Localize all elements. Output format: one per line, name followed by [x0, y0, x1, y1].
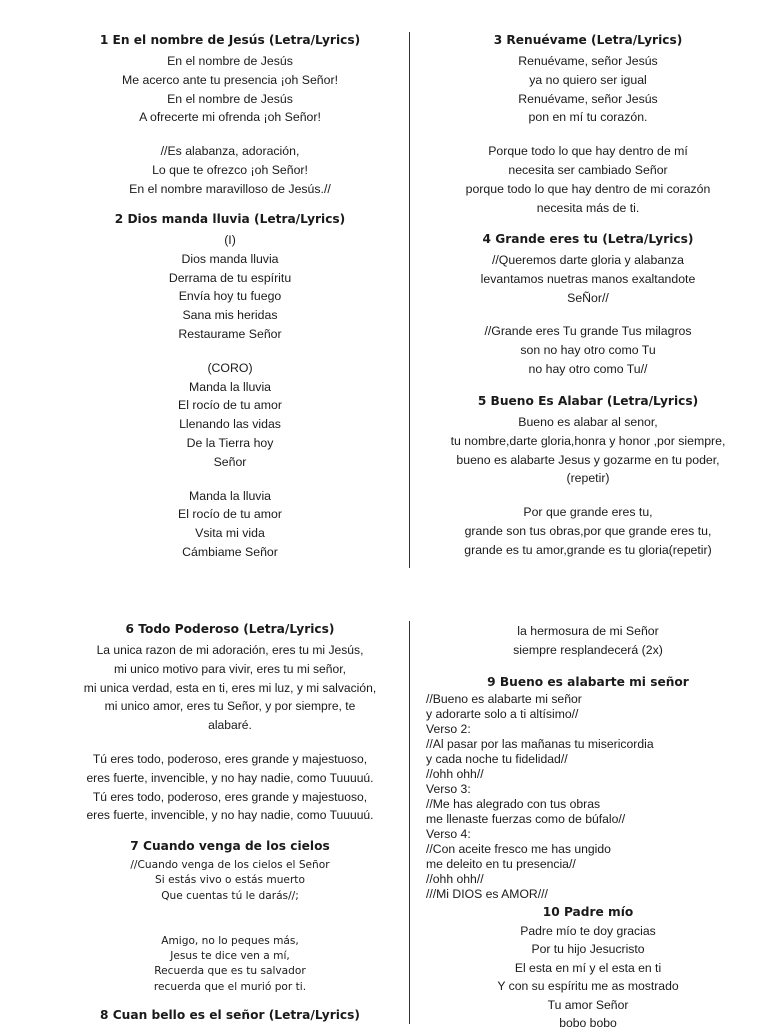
lyric-line: Verso 2:	[426, 722, 471, 736]
lyric-line: eres fuerte, invencible, y no hay nadie, como Tuuuuú.	[86, 770, 374, 785]
lyric-line: son no hay otro como Tu	[520, 343, 656, 358]
song-title: 4 Grande eres tu (Letra/Lyrics)	[482, 232, 694, 246]
lyric-line: Lo que te ofrezco ¡oh Señor!	[152, 162, 308, 177]
song-title: 6 Todo Poderoso (Letra/Lyrics)	[125, 622, 335, 636]
song-1	[40, 32, 420, 199]
lyric-line: porque todo lo que hay dentro de mi corazón	[465, 181, 711, 196]
lyric-line: //Me has alegrado con tus obras	[426, 797, 601, 811]
lyric-line: alabaré.	[208, 718, 252, 733]
lyric-line: necesita ser cambiado Señor	[508, 162, 668, 177]
lyric-line: Renuévame, señor Jesús	[518, 54, 658, 68]
song-9-lyrics-block	[426, 692, 766, 902]
lyric-line: Envía hoy tu fuego	[178, 289, 282, 304]
lyric-line: Jesus te dice ven a mí,	[170, 950, 290, 963]
stanza-gap	[400, 307, 768, 322]
lyric-line: //Con aceite fresco me has ungido	[426, 842, 611, 856]
song-lyrics	[400, 622, 768, 660]
song-title: 7 Cuando venga de los cielos	[130, 839, 330, 853]
lyric-line: Tú eres todo, poderoso, eres grande y majestuoso,	[92, 789, 368, 804]
lyric-line: Cámbiame Señor	[182, 544, 278, 559]
song-lyrics	[400, 413, 768, 560]
lyric-line: Amigo, no lo peques más,	[161, 934, 299, 947]
lyric-line: bobo bobo	[559, 1016, 617, 1031]
lyric-line: El rocío de tu amor	[178, 398, 282, 413]
lyric-line: De la Tierra hoy	[186, 435, 274, 450]
lyric-line: Por tu hijo Jesucristo	[531, 942, 645, 957]
lyric-line: Bueno es alabar al senor,	[518, 415, 658, 429]
lyric-line: Y con su espíritu me as mostrado	[497, 979, 679, 994]
lyric-line: Manda la lluvia	[188, 379, 272, 394]
song-lyrics	[40, 641, 420, 825]
lyric-line: //Queremos darte gloria y alabanza	[491, 253, 685, 267]
song-lyrics	[40, 52, 420, 199]
song-lyrics	[40, 231, 420, 562]
lyric-line: recuerda que el murió por ti.	[153, 980, 307, 993]
lyric-line: Padre mío te doy gracias	[520, 924, 656, 938]
lyric-line: la hermosura de mi Señor	[517, 624, 659, 638]
lyric-line: mi unico amor, eres tu Señor, y por siempre, te	[104, 699, 356, 714]
lyric-line: Por que grande eres tu,	[523, 505, 653, 520]
lyric-line: bueno es alabarte Jesus y gozarme en tu poder,	[456, 452, 720, 467]
song-6	[40, 621, 420, 825]
lyric-line: (repetir)	[566, 471, 610, 486]
stanza-gap	[40, 344, 420, 359]
lyric-line: ///Mi DIOS es AMOR///	[426, 887, 548, 901]
lyric-line: no hay otro como Tu//	[528, 361, 648, 376]
song-7	[40, 838, 420, 995]
lyric-line: (I)	[224, 233, 236, 247]
stanza-gap	[40, 472, 420, 487]
lyric-line: Renuévame, señor Jesús	[518, 91, 658, 106]
stanza-gap	[40, 919, 420, 934]
lyric-line: me deleito en tu presencia//	[426, 857, 576, 871]
song-title: 10 Padre mío	[542, 905, 634, 919]
lyric-line: El esta en mí y el esta en ti	[514, 960, 662, 975]
song-title: 8 Cuan bello es el señor (Letra/Lyrics)	[100, 1008, 360, 1022]
song-lyrics	[40, 858, 420, 995]
song-title: 5 Bueno Es Alabar (Letra/Lyrics)	[477, 394, 699, 408]
lyric-line: pon en mí tu corazón.	[528, 110, 648, 125]
lyric-line: (CORO)	[207, 360, 253, 375]
lyric-line: En el nombre de Jesús	[167, 54, 293, 68]
lyric-line: Vsita mi vida	[195, 526, 265, 541]
lyric-line: //Bueno es alabarte mi señor	[426, 692, 582, 706]
lyric-line: En el nombre de Jesús	[167, 91, 293, 106]
song-lyrics	[400, 251, 768, 379]
song-5	[400, 393, 768, 560]
lyric-line: //ohh ohh//	[426, 872, 484, 886]
lyric-line: Dios manda lluvia	[181, 251, 279, 266]
lyric-line: y cada noche tu fidelidad//	[426, 752, 568, 766]
song-title: 2 Dios manda lluvia (Letra/Lyrics)	[114, 212, 346, 226]
lyric-line: Verso 3:	[426, 782, 471, 796]
lyric-line: //Es alabanza, adoración,	[160, 144, 300, 159]
lyric-line: Sana mis heridas	[182, 308, 278, 323]
stanza-gap	[40, 735, 420, 750]
song-8	[40, 1007, 420, 1027]
lyric-line: eres fuerte, invencible, y no hay nadie, como Tuuuuú.	[86, 808, 374, 823]
lyric-line: grande es tu amor,grande es tu gloria(repetir)	[464, 542, 712, 557]
stanza-gap	[40, 127, 420, 142]
lyric-line: mi unico motivo para vivir, eres tu mi señor,	[114, 661, 346, 676]
song-lyrics	[400, 52, 768, 217]
song-4	[400, 231, 768, 379]
lyric-line: tu nombre,darte gloria,honra y honor ,por siempre,	[450, 433, 726, 448]
lyric-line: //ohh ohh//	[426, 767, 484, 781]
song-title: 3 Renuévame (Letra/Lyrics)	[493, 33, 683, 47]
lyric-line: siempre resplandecerá (2x)	[513, 642, 663, 657]
lyric-line: Restaurame Señor	[178, 326, 282, 341]
lyric-line: Verso 4:	[426, 827, 471, 841]
lyric-line: y adorarte solo a ti altísimo//	[426, 707, 579, 721]
song-lyrics	[400, 922, 768, 1032]
stanza-gap	[40, 904, 420, 919]
lyric-line: mi unica verdad, esta en ti, eres mi luz, y mi salvación,	[83, 680, 377, 695]
lyric-line: El rocío de tu amor	[178, 507, 282, 522]
lyric-line: Señor	[213, 454, 247, 469]
song-title: 9 Bueno es alabarte mi señor	[487, 675, 689, 689]
lyric-line: Tu amor Señor	[547, 997, 629, 1012]
lyric-line: Me acerco ante tu presencia ¡oh Señor!	[121, 72, 338, 87]
stanza-gap	[400, 127, 768, 142]
song-2	[40, 211, 420, 562]
lyric-line: //Cuando venga de los cielos el Señor	[130, 859, 330, 871]
song-3	[400, 32, 768, 217]
lyric-line: Llenando las vidas	[179, 417, 281, 432]
stanza-gap	[400, 488, 768, 503]
lyric-line: Porque todo lo que hay dentro de mí	[488, 144, 688, 159]
lyric-line: La unica razon de mi adoración, eres tu mi Jesús,	[96, 643, 364, 657]
lyric-line: Manda la lluvia	[188, 488, 272, 503]
lyric-line: //Al pasar por las mañanas tu misericordia	[426, 737, 654, 751]
lyric-line: grande son tus obras,por que grande eres tu,	[464, 523, 712, 538]
song-lyrics	[426, 692, 766, 902]
lyric-line: //Grande eres Tu grande Tus milagros	[484, 324, 692, 339]
lyric-line: A ofrecerte mi ofrenda ¡oh Señor!	[139, 110, 321, 125]
lyric-line: SeÑor//	[567, 290, 609, 305]
lyric-line: ya no quiero ser igual	[529, 72, 647, 87]
lyric-line: Tú eres todo, poderoso, eres grande y majestuoso,	[92, 751, 368, 766]
song-title: 1 En el nombre de Jesús (Letra/Lyrics)	[99, 33, 361, 47]
lyric-line: Que cuentas tú le darás//;	[161, 889, 299, 902]
lyric-line: me llenaste fuerzas como de búfalo//	[426, 812, 626, 826]
lyric-line: Recuerda que es tu salvador	[154, 965, 306, 978]
lyric-line: Si estás vivo o estás muerto	[155, 874, 305, 887]
lyric-line: levantamos nuetras manos exaltandote	[480, 271, 696, 286]
lyric-line: necesita más de ti.	[536, 200, 640, 215]
song-8-continuation	[400, 622, 768, 660]
lyric-line: En el nombre maravilloso de Jesús.//	[129, 181, 331, 196]
song-10	[400, 904, 768, 1032]
song-9	[400, 674, 768, 694]
lyric-line: Derrama de tu espíritu	[168, 270, 292, 285]
